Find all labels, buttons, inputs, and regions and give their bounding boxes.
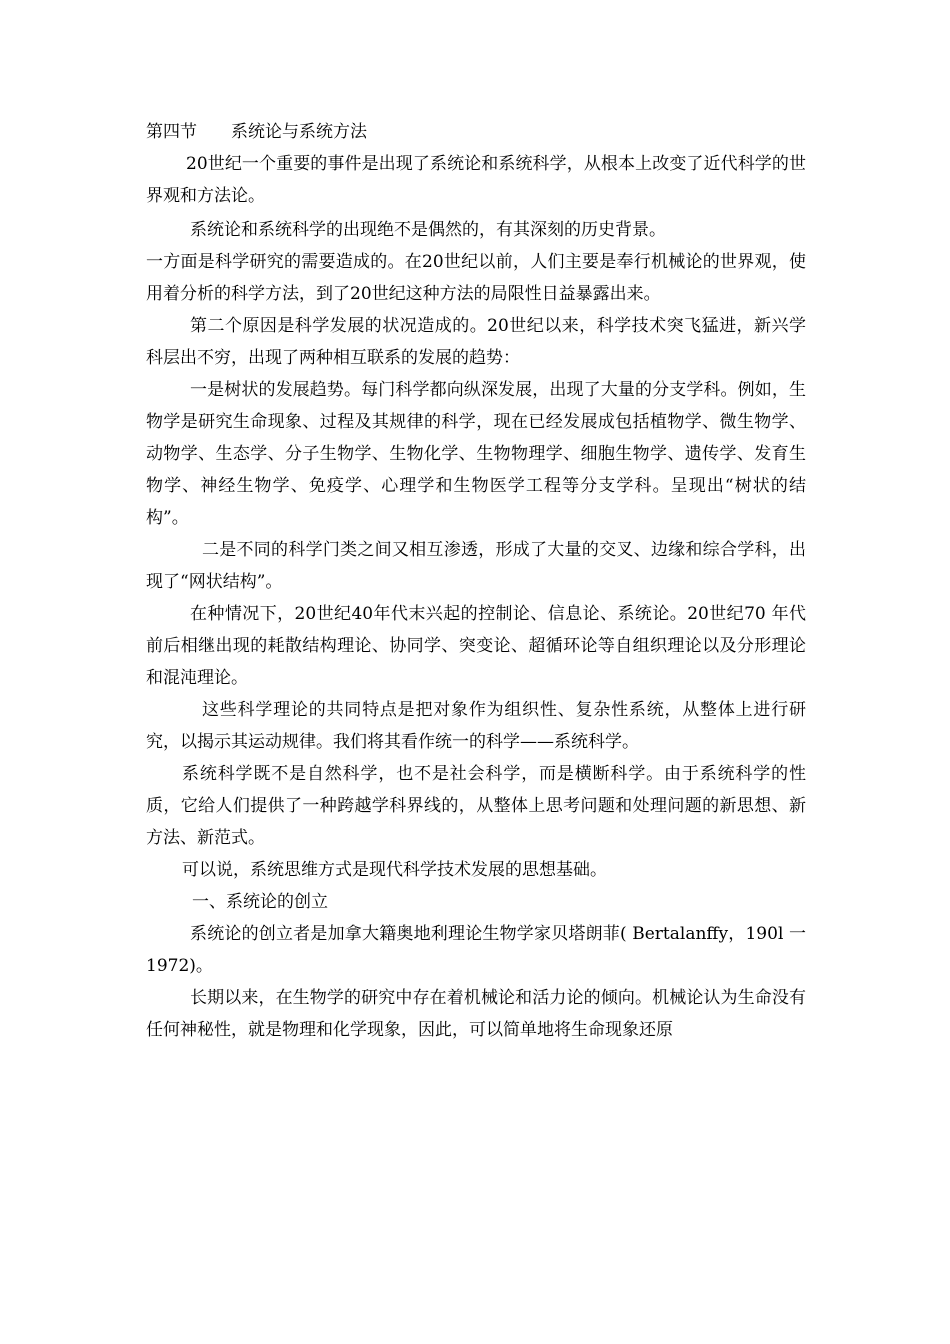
paragraph-tree-trend: 一是树状的发展趋势。每门科学都向纵深发展，出现了大量的分支学科。例如，生物学是研究生命现象、过程及其规律的科学，现在已经发展成包括植物学、微生物学、动物学、生态学、分子生物学、生物化学、生物物理学、细胞生物学、遗传学、发育生物学、神经生物学、免疫学、心理学和生物医学工程等分支学科。呈现出“树状的结构”。 <box>146 380 806 528</box>
paragraph-second-reason: 第二个原因是科学发展的状况造成的。20世纪以来，科学技术突飞猛进，新兴学科层出不穷，出现了两种相互联系的发展的趋势： <box>146 316 806 368</box>
document-page <box>146 116 806 1046</box>
subsection-title: 一、系统论的创立 <box>192 892 328 912</box>
paragraph-systems-thinking: 可以说，系统思维方式是现代科学技术发展的思想基础。 <box>182 860 607 880</box>
paragraph-mechanism-vitalism: 长期以来，在生物学的研究中存在着机械论和活力论的倾向。机械论认为生命没有任何神秘性，就是物理和化学现象，因此，可以简单地将生命现象还原 <box>146 988 806 1040</box>
paragraph-first-reason: 一方面是科学研究的需要造成的。在20世纪以前，人们主要是奉行机械论的世界观，使用着分析的科学方法，到了20世纪这种方法的局限性日益暴露出来。 <box>146 252 806 304</box>
paragraph-network-trend: 二是不同的科学门类之间又相互渗透，形成了大量的交叉、边缘和综合学科，出现了“网状结构”。 <box>146 540 806 592</box>
paragraph-background: 系统论和系统科学的出现绝不是偶然的，有其深刻的历史背景。 <box>190 220 666 240</box>
paragraph-intro: 20世纪一个重要的事件是出现了系统论和系统科学，从根本上改变了近代科学的世界观和方法论。 <box>146 154 806 206</box>
paragraph-founder: 系统论的创立者是加拿大籍奥地利理论生物学家贝塔朗菲( Bertalanffy，190l 一 1972)。 <box>146 924 806 976</box>
paragraph-theories: 在种情况下，20世纪40年代末兴起的控制论、信息论、系统论。20世纪70 年代前后相继出现的耗散结构理论、协同学、突变论、超循环论等自组织理论以及分形理论和混沌理论。 <box>146 604 806 688</box>
paragraph-systems-science: 系统科学既不是自然科学，也不是社会科学，而是横断科学。由于系统科学的性质，它给人们提供了一种跨越学科界线的，从整体上思考问题和处理问题的新思想、新方法、新范式。 <box>146 764 806 848</box>
section-title: 第四节 系统论与系统方法 <box>146 122 367 142</box>
paragraph-common-features: 这些科学理论的共同特点是把对象作为组织性、复杂性系统，从整体上进行研究，以揭示其运动规律。我们将其看作统一的科学——系统科学。 <box>146 700 806 752</box>
